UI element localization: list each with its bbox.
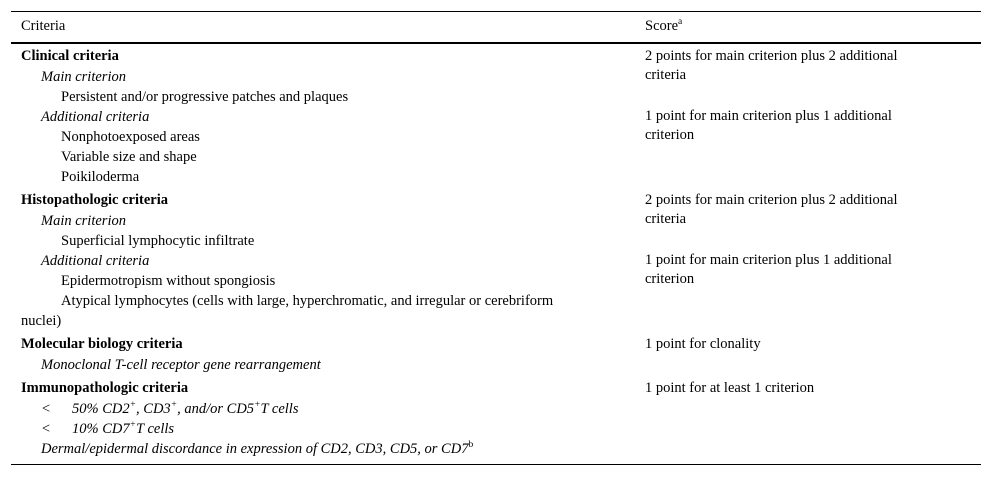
table-bottom-rule (11, 464, 981, 465)
immuno-criteria-title: Immunopathologic criteria (21, 380, 189, 396)
clinical-score-additional-line1: 1 point for main criterion plus 1 additional (645, 108, 892, 124)
table-header-rule (11, 42, 981, 44)
histopathologic-criteria-title: Histopathologic criteria (21, 192, 168, 208)
header-score-label: Score (645, 18, 679, 34)
superscript: + (129, 400, 137, 410)
clinical-score-main-line1: 2 points for main criterion plus 2 additional (645, 48, 898, 64)
header-score-footnote: a (678, 17, 683, 27)
clinical-score-additional-line2: criterion (645, 127, 695, 143)
clinical-additional-label: Additional criteria (41, 109, 150, 125)
clinical-additional-item: Variable size and shape (61, 149, 197, 165)
clinical-criteria-title: Clinical criteria (21, 48, 119, 64)
footnote-marker: b (468, 440, 474, 450)
superscript: + (254, 400, 261, 410)
molecular-criteria-title: Molecular biology criteria (21, 336, 183, 352)
clinical-additional-item: Poikiloderma (61, 169, 140, 185)
histopathologic-main-label: Main criterion (41, 213, 126, 229)
clinical-additional-item: Nonphotoexposed areas (61, 129, 200, 145)
immuno-score: 1 point for at least 1 criterion (645, 380, 815, 396)
table-top-rule (11, 11, 981, 12)
histopathologic-additional-item: Epidermotropism without spongiosis (61, 273, 276, 289)
molecular-score: 1 point for clonality (645, 336, 761, 352)
immuno-item-text: 10% CD7 (72, 421, 130, 437)
header-score (645, 17, 682, 35)
histopathologic-main-item: Superficial lymphocytic infiltrate (61, 233, 255, 249)
immuno-item-cd7 (41, 420, 174, 438)
less-than-symbol: < (41, 421, 51, 437)
less-than-symbol: < (41, 401, 51, 417)
histopathologic-additional-item: Atypical lymphocytes (cells with large, hyperchromatic, and irregular or cerebriform (61, 293, 554, 309)
superscript: + (129, 420, 137, 430)
immuno-item-text: T cells (136, 421, 175, 437)
immuno-item-text: , and/or CD5 (177, 401, 255, 417)
immuno-item-text: T cells (260, 401, 299, 417)
superscript: + (170, 400, 178, 410)
histopathologic-score-main-line2: criteria (645, 211, 687, 227)
histopathologic-score-main-line1: 2 points for main criterion plus 2 additional (645, 192, 898, 208)
clinical-score-main-line2: criteria (645, 67, 687, 83)
histopathologic-additional-item-continued: nuclei) (21, 313, 62, 329)
clinical-main-item: Persistent and/or progressive patches and plaques (61, 89, 349, 105)
immuno-item-text: Dermal/epidermal discordance in expression of CD2, CD3, CD5, or CD7 (41, 441, 469, 457)
histopathologic-score-additional-line1: 1 point for main criterion plus 1 additional (645, 252, 892, 268)
header-criteria: Criteria (21, 18, 66, 34)
molecular-item: Monoclonal T-cell receptor gene rearrangement (41, 357, 321, 373)
histopathologic-additional-label: Additional criteria (41, 253, 150, 269)
clinical-main-label: Main criterion (41, 69, 126, 85)
immuno-item-cd2-cd3-cd5 (41, 400, 298, 418)
immuno-item-text: 50% CD2 (72, 401, 130, 417)
immuno-item-text: , CD3 (136, 401, 171, 417)
histopathologic-score-additional-line2: criterion (645, 271, 695, 287)
immuno-item-discordance (41, 440, 473, 458)
